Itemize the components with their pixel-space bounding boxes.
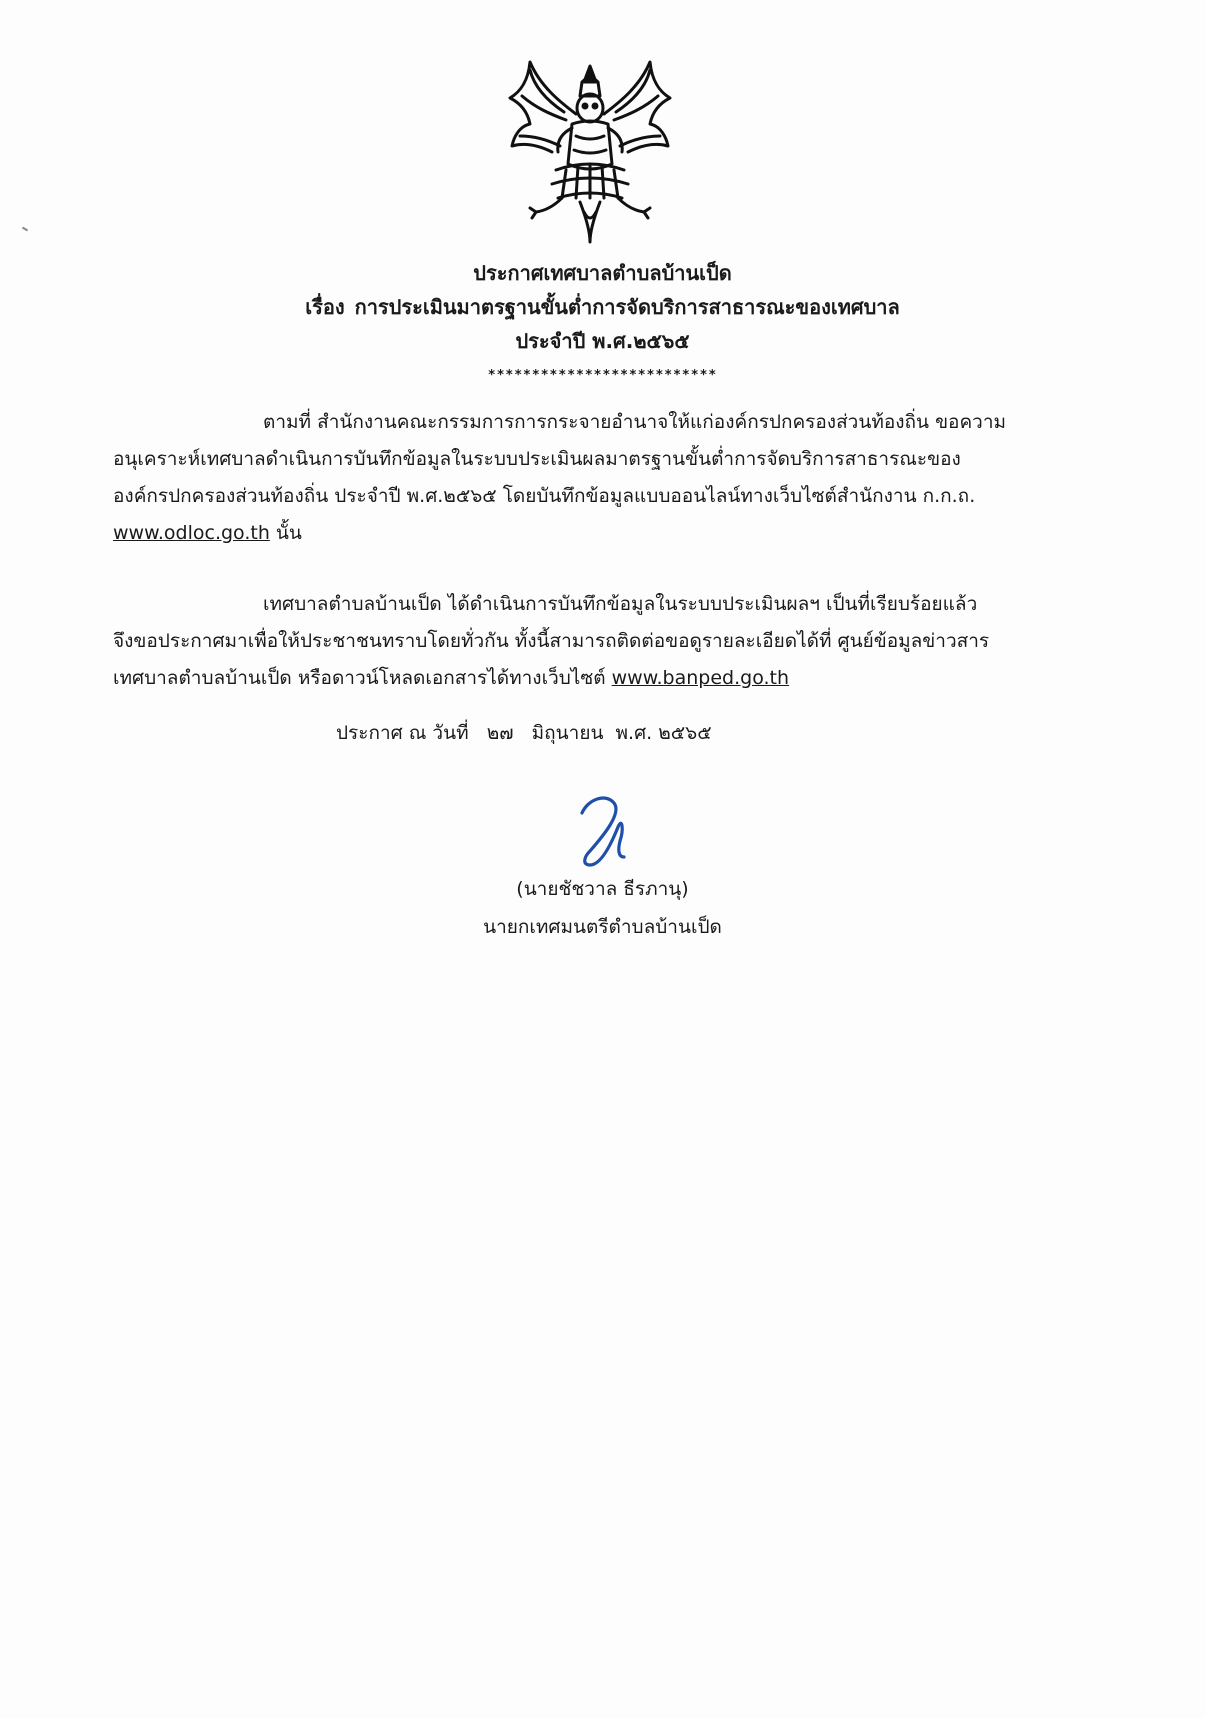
para1-line-2: อนุเคราะห์เทศบาลดำเนินการบันทึกข้อมูลในระบบประเมินผลมาตรฐานขั้นต่ำการจัดบริการสาธารณะของ xyxy=(113,448,961,470)
signer-name: (นายชัชวาล ธีรภานุ) xyxy=(516,878,689,900)
para1-end: นั้น xyxy=(275,522,302,544)
year-line: ประจำปี พ.ศ.๒๕๖๕ xyxy=(515,329,690,353)
odloc-link[interactable]: www.odloc.go.th xyxy=(113,522,270,544)
subject-label: เรื่อง xyxy=(305,295,345,319)
paragraph-2 xyxy=(113,586,1078,697)
separator-stars: ************************** xyxy=(487,368,718,383)
para2-last-prefix: เทศบาลตำบลบ้านเป็ด หรือดาวน์โหลดเอกสารได้ทางเว็บไซต์ xyxy=(113,667,606,689)
para1-line-4 xyxy=(113,515,1078,552)
subject-line xyxy=(0,290,1205,324)
subject-text: การประเมินมาตรฐานขั้นต่ำการจัดบริการสาธารณะของเทศบาล xyxy=(354,295,900,319)
banped-link[interactable]: www.banped.go.th xyxy=(611,667,790,689)
document-header xyxy=(0,256,1205,358)
garuda-emblem-icon xyxy=(500,52,680,248)
handwritten-signature xyxy=(562,785,652,875)
para1-line-1: ตามที่ สำนักงานคณะกรรมการการกระจายอำนาจให้แก่องค์กรปกครองส่วนท้องถิ่น ขอความ xyxy=(263,411,1007,433)
para2-line-1: เทศบาลตำบลบ้านเป็ด ได้ดำเนินการบันทึกข้อมูลในระบบประเมินผลฯ เป็นที่เรียบร้อยแล้ว xyxy=(263,593,978,615)
signer-position: นายกเทศมนตรีตำบลบ้านเป็ด xyxy=(483,916,722,938)
org-title: ประกาศเทศบาลตำบลบ้านเป็ด xyxy=(473,261,732,285)
para2-line-2: จึงขอประกาศมาเพื่อให้ประชาชนทราบโดยทั่วกัน ทั้งนี้สามารถติดต่อขอดูรายละเอียดได้ที่ ศูนย์ข้อมูลข่าวสาร xyxy=(113,630,990,652)
para2-line-3 xyxy=(113,660,1078,697)
announcement-date: ประกาศ ณ วันที่ ๒๗ มิถุนายน พ.ศ. ๒๕๖๕ xyxy=(336,722,712,744)
para1-line-3: องค์กรปกครองส่วนท้องถิ่น ประจำปี พ.ศ.๒๕๖๕ โดยบันทึกข้อมูลแบบออนไลน์ทางเว็บไซต์สำนักงาน ก.ก.ถ. xyxy=(113,485,976,507)
paragraph-1 xyxy=(113,404,1078,552)
scan-speck xyxy=(22,227,28,232)
